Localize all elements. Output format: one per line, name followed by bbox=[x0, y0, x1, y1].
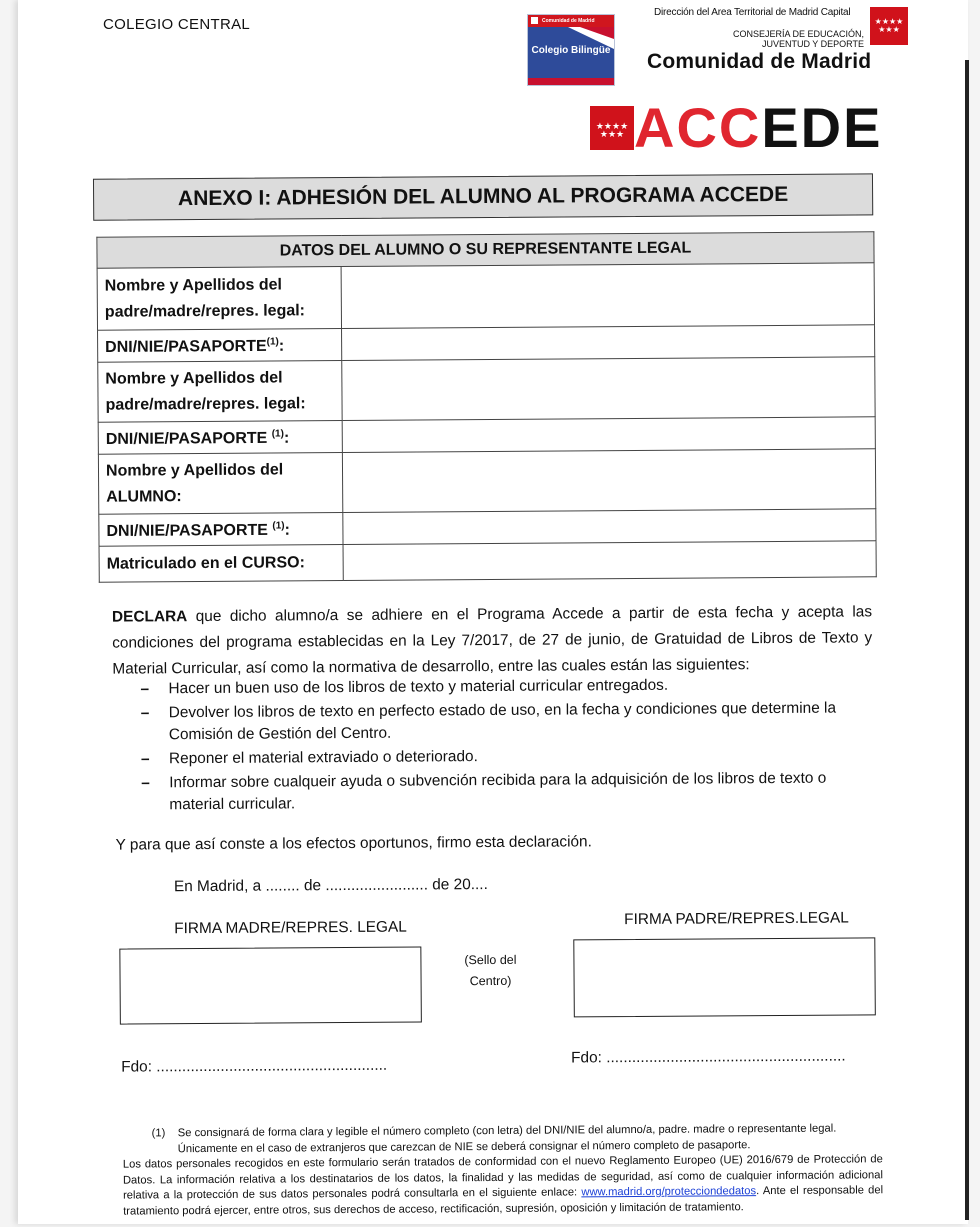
school-name: COLEGIO CENTRAL bbox=[103, 16, 251, 33]
mother-signature-box[interactable] bbox=[119, 946, 422, 1024]
list-item: – Devolver los libros de texto en perfecto estado de uso, en la fecha y condiciones que determine la Comisión de Gestión del Centro. bbox=[141, 697, 871, 746]
closing-statement: Y para que así conste a los efectos oportunos, firmo esta declaración. bbox=[115, 833, 592, 854]
comunidad-madrid-title: Comunidad de Madrid bbox=[647, 50, 872, 73]
privacy-link[interactable]: www.madrid.org/protecciondedatos bbox=[581, 1185, 757, 1199]
mother-fdo-line: Fdo: ...................................................... bbox=[121, 1056, 388, 1076]
accede-flag-icon: ★★★★ ★★★ bbox=[590, 106, 634, 150]
accede-logo-black: EDE bbox=[761, 100, 883, 156]
father-signature-label: FIRMA PADRE/REPRES.LEGAL bbox=[624, 909, 849, 929]
bilingue-logo-title: Colegio Bilingüe bbox=[531, 45, 611, 56]
list-item: – Hacer un buen uso de los libros de texto y material curricular entregados. bbox=[140, 673, 870, 700]
declaration-text: DECLARA que dicho alumno/a se adhiere en el Programa Accede a partir de esta fecha y acepta las condiciones del programa establecidas en la Ley 7/2017, de 27 de junio, de Gratuidad de Libros de Texto y Material Curricular, así como la normativa de desarrollo, entre las cuales están las siguientes: bbox=[111, 603, 873, 678]
row-label: Matriculado en el CURSO: bbox=[99, 545, 343, 583]
school-seal-placeholder: (Sello del Centro) bbox=[464, 952, 517, 989]
student-data-table bbox=[96, 231, 876, 582]
student-name-field[interactable] bbox=[342, 449, 875, 513]
parent2-name-field[interactable] bbox=[342, 357, 875, 421]
direccion-area-text: Dirección del Area Territorial de Madrid Capital bbox=[654, 7, 851, 18]
list-item: – Informar sobre cualqueir ayuda o subvención recibida para la adquisición de los libros de texto o material curricular. bbox=[141, 767, 871, 816]
row-label: Nombre y Apellidos del padre/madre/repres. legal: bbox=[98, 361, 342, 423]
course-field[interactable] bbox=[343, 541, 876, 581]
table-header: DATOS DEL ALUMNO O SU REPRESENTANTE LEGAL bbox=[97, 232, 874, 268]
footnote-1: (1) Se consignará de forma clara y legible el número completo (con letra) del DNI/NIE del alumno/a, padre. madre o representante legal. bbox=[151, 1122, 837, 1140]
consejeria-text: CONSEJERÍA DE EDUCACIÓN, JUVENTUD Y DEPORTE bbox=[732, 29, 864, 49]
parent2-dni-field[interactable] bbox=[342, 417, 875, 453]
footnotes bbox=[123, 1121, 884, 1219]
row-label: DNI/NIE/PASAPORTE $^{(1)}$: bbox=[99, 513, 343, 547]
mother-signature-label: FIRMA MADRE/REPRES. LEGAL bbox=[174, 918, 407, 938]
list-item: – Reponer el material extraviado o deteriorado. bbox=[141, 743, 871, 770]
parent1-dni-field[interactable] bbox=[342, 325, 875, 361]
parent1-name-field[interactable] bbox=[341, 263, 874, 329]
madrid-flag-icon: ★★★★ ★★★ bbox=[870, 7, 908, 45]
accede-logo-red: ACC bbox=[634, 100, 762, 156]
row-label: DNI/NIE/PASAPORTE$^{(1)}$: bbox=[98, 329, 342, 363]
father-signature-box[interactable] bbox=[573, 937, 876, 1017]
conditions-list bbox=[140, 673, 871, 818]
row-label: DNI/NIE/PASAPORTE $^{(1)}$: bbox=[98, 421, 342, 455]
date-line: En Madrid, a ........ de ........................ de 20.... bbox=[173, 876, 488, 896]
bilingue-logo-caption: Comunidad de Madrid bbox=[542, 18, 595, 24]
student-dni-field[interactable] bbox=[343, 509, 876, 545]
footnote-1-cont: Únicamente en el caso de extranjeros que carezcan de NIE se deberá consignar el número completo de pasaporte. bbox=[177, 1138, 751, 1155]
father-fdo-line: Fdo: ........................................................ bbox=[571, 1047, 846, 1067]
privacy-notice: Los datos personales recogidos en este formulario serán tratados de conformidad con el nuevo Reglamento Europeo (UE) 2016/679 de Protección de Datos. La información relativa a los destinatarios de los datos, la finalidad y las medidas de seguridad, así como de cualquier información adicional relativa a la protección de sus datos personales podrá consultarla en el siguiente enlace: www.madrid.org/protecciondedatos. Ante el responsable del tratamiento podrá ejercer, entre otros, sus derechos de acceso, rectificación, supresión, oposición y limitación de tratamiento. bbox=[122, 1153, 884, 1218]
row-label: Nombre y Apellidos del ALUMNO: bbox=[98, 453, 342, 515]
row-label: Nombre y Apellidos del padre/madre/repres. legal: bbox=[97, 267, 341, 331]
form-title: ANEXO I: ADHESIÓN DEL ALUMNO AL PROGRAMA ACCEDE bbox=[93, 173, 873, 220]
